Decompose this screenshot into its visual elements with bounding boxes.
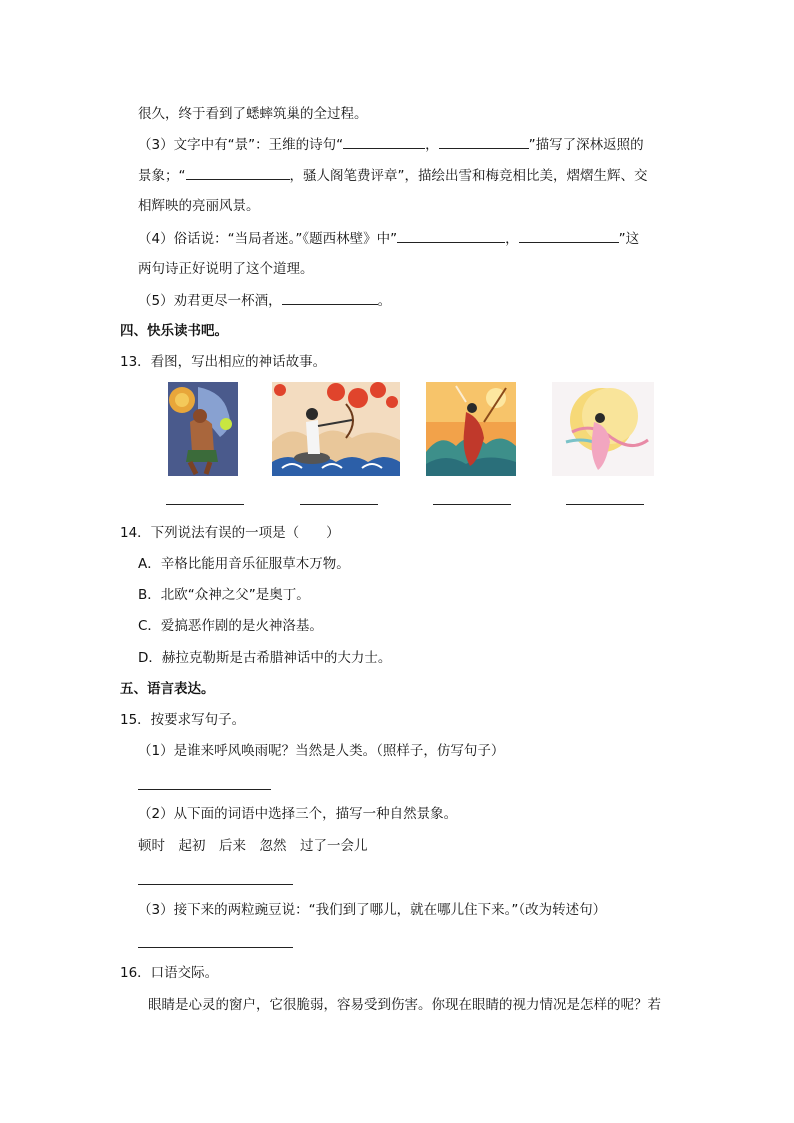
section-5-heading: 五、语言表达。 xyxy=(120,681,215,697)
answer-line-15-1[interactable] xyxy=(138,789,271,790)
q4-text-c: ”这 xyxy=(618,231,640,247)
q3-text-d: 景象；“ xyxy=(138,168,186,184)
option-c[interactable]: C．爱搞恶作剧的是火神洛基。 xyxy=(138,618,323,634)
q3-text-e: ，骚人阁笔费评章”，描绘出雪和梅竞相比美，熠熠生辉、交 xyxy=(289,168,648,184)
word-list: 顿时 起初 后来 忽然 过了一会儿 xyxy=(138,838,368,854)
question-15-3: （3）接下来的两粒豌豆说：“我们到了哪儿，就在哪儿住下来。”（改为转述句） xyxy=(138,902,607,918)
q3-text-b: ， xyxy=(425,137,439,153)
q4-text-b: ， xyxy=(505,231,519,247)
q3-text-c: ”描写了深林返照的 xyxy=(528,137,644,153)
q3-line-2 xyxy=(138,165,648,186)
answer-line-15-3[interactable] xyxy=(138,947,293,948)
answer-blank-figure-4[interactable] xyxy=(566,504,644,505)
blank-q3-3[interactable] xyxy=(186,165,290,180)
blank-q4-2[interactable] xyxy=(519,228,619,243)
answer-blank-figure-1[interactable] xyxy=(166,504,244,505)
question-15: 15．按要求写句子。 xyxy=(120,712,246,728)
answer-blank-figure-2[interactable] xyxy=(300,504,378,505)
question-14: 14．下列说法有误的一项是（ ） xyxy=(120,525,340,541)
q4-text-a: （4）俗话说：“当局者迷。”《题西林壁》中” xyxy=(138,231,398,247)
question-16: 16．口语交际。 xyxy=(120,965,219,981)
q5-text-b: 。 xyxy=(377,293,392,309)
question-13: 13．看图，写出相应的神话故事。 xyxy=(120,354,327,370)
q3-line-3: 相辉映的亮丽风景。 xyxy=(138,198,260,214)
text-line-1: 很久，终于看到了蟋蟀筑巢的全过程。 xyxy=(138,106,368,122)
question-16-text: 眼睛是心灵的窗户，它很脆弱，容易受到伤害。你现在眼睛的视力情况是怎样的呢？若 xyxy=(148,997,661,1013)
q4-line-2: 两句诗正好说明了这个道理。 xyxy=(138,261,314,277)
option-a[interactable]: A．辛格比能用音乐征服草木万物。 xyxy=(138,556,350,572)
question-15-2: （2）从下面的词语中选择三个，描写一种自然景象。 xyxy=(138,806,458,822)
q5-text-a: （5）劝君更尽一杯酒， xyxy=(138,293,282,309)
section-4-heading: 四、快乐读书吧。 xyxy=(120,323,228,339)
blank-q5[interactable] xyxy=(282,290,378,305)
fairy-moon-illustration xyxy=(552,382,654,476)
question-15-1: （1）是谁来呼风唤雨呢？当然是人类。（照样子，仿写句子） xyxy=(138,743,505,759)
option-b[interactable]: B．北欧“众神之父”是奥丁。 xyxy=(138,587,310,603)
blank-q4-1[interactable] xyxy=(397,228,505,243)
q5-line xyxy=(138,290,391,311)
answer-blank-figure-3[interactable] xyxy=(433,504,511,505)
strongman-illustration xyxy=(168,382,238,476)
q4-line-1 xyxy=(138,228,639,249)
blank-q3-1[interactable] xyxy=(343,134,425,149)
answer-line-15-2[interactable] xyxy=(138,884,293,885)
option-d[interactable]: D．赫拉克勒斯是古希腊神话中的大力士。 xyxy=(138,650,392,666)
woman-flying-sky-illustration xyxy=(426,382,516,476)
q3-text-a: （3）文字中有“景”：王维的诗句“ xyxy=(138,137,344,153)
archer-shooting-suns-illustration xyxy=(272,382,400,476)
blank-q3-2[interactable] xyxy=(439,134,529,149)
q3-line-1 xyxy=(138,134,644,155)
